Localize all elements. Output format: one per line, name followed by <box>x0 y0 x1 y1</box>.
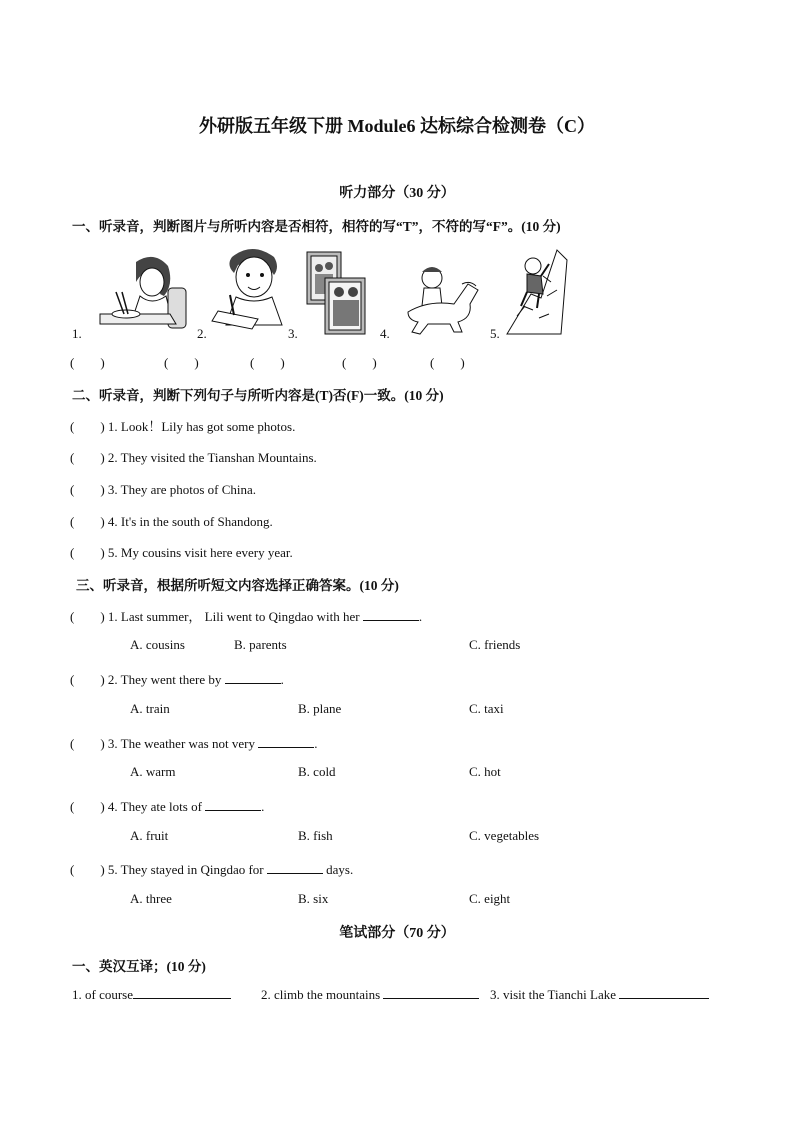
answer-blank[interactable] <box>363 608 419 621</box>
boy-climbing-mountain-picture <box>503 246 569 336</box>
translate-item-1 <box>72 986 231 1003</box>
tf-item-2: ( ) 2. They visited the Tianshan Mountains. <box>70 450 317 465</box>
tf-item-3: ( ) 3. They are photos of China. <box>70 482 257 497</box>
translate-item-2 <box>261 986 479 1003</box>
mc-option-c: C. hot <box>469 764 501 779</box>
mc-option-b: B. fish <box>298 828 333 843</box>
answer-paren-4[interactable]: ( ) <box>342 355 377 370</box>
mc-question-end: . <box>314 736 318 751</box>
mc-question-end: days. <box>322 862 354 877</box>
answer-blank[interactable] <box>383 986 479 999</box>
mc-question-5 <box>70 859 353 878</box>
answer-paren-1[interactable]: ( ) <box>70 355 105 370</box>
mc-question-end: . <box>280 672 284 687</box>
mc-option-b: B. parents <box>234 637 287 652</box>
mc-question-stem: ( ) 1. Last summer， Lili went to Qingdao with her <box>70 609 363 624</box>
mc-option-a: A. three <box>130 891 172 906</box>
mc-question-3 <box>70 733 317 752</box>
boy-writing-picture <box>210 243 290 333</box>
mc-option-c: C. friends <box>469 637 521 652</box>
section1-heading: 一、听录音，判断图片与所听内容是否相符，相符的写“T”，不符的写“F”。(10 分) <box>72 219 561 234</box>
mc-question-stem: ( ) 5. They stayed in Qingdao for <box>70 862 267 877</box>
mc-option-b: B. plane <box>298 701 342 716</box>
tf-item-5: ( ) 5. My cousins visit here every year. <box>70 545 293 560</box>
translate-phrase: 3. visit the Tianchi Lake <box>490 987 617 1002</box>
picture-number-5: 5. <box>490 326 500 341</box>
mc-question-stem: ( ) 3. The weather was not very <box>70 736 259 751</box>
answer-blank[interactable] <box>267 861 323 874</box>
mc-option-b: B. cold <box>298 764 336 779</box>
mc-option-c: C. taxi <box>469 701 504 716</box>
page-title: 外研版五年级下册 Module6 达标综合检测卷（C） <box>199 116 595 136</box>
mc-question-4 <box>70 796 264 815</box>
mc-option-a: A. warm <box>130 764 176 779</box>
mc-question-stem: ( ) 2. They went there by <box>70 672 225 687</box>
mc-question-end: . <box>261 799 265 814</box>
tf-item-4: ( ) 4. It's in the south of Shandong. <box>70 514 273 529</box>
written-section-header: 笔试部分（70 分） <box>339 926 455 941</box>
mc-option-a: A. train <box>130 701 170 716</box>
tf-item-1: ( ) 1. Look！Lily has got some photos. <box>70 419 296 434</box>
mc-option-a: A. cousins <box>130 637 185 652</box>
girl-eating-picture <box>96 252 192 334</box>
section2-heading: 二、听录音，判断下列句子与所听内容是(T)否(F)一致。(10 分) <box>72 388 444 403</box>
mc-option-b: B. six <box>298 891 329 906</box>
family-photos-picture <box>305 250 367 336</box>
picture-number-1: 1. <box>72 326 82 341</box>
translate-phrase: 1. of course <box>72 987 134 1002</box>
mc-option-a: A. fruit <box>130 828 169 843</box>
mc-question-end: . <box>418 609 423 624</box>
answer-paren-5[interactable]: ( ) <box>430 355 465 370</box>
answer-blank[interactable] <box>258 735 314 748</box>
translate-item-3 <box>490 986 709 1003</box>
mc-question-2 <box>70 669 284 688</box>
answer-blank[interactable] <box>205 798 261 811</box>
mc-question-stem: ( ) 4. They ate lots of <box>70 799 206 814</box>
listening-section-header: 听力部分（30 分） <box>339 186 455 201</box>
answer-blank[interactable] <box>133 986 231 999</box>
picture-number-2: 2. <box>197 326 207 341</box>
boy-riding-horse-picture <box>400 262 482 336</box>
section3-heading: 三、听录音，根据所听短文内容选择正确答案。(10 分) <box>76 578 399 593</box>
answer-blank[interactable] <box>619 986 709 999</box>
mc-question-1 <box>70 606 422 625</box>
translate-phrase: 2. climb the mountains <box>261 987 381 1002</box>
picture-number-3: 3. <box>288 326 298 341</box>
answer-paren-2[interactable]: ( ) <box>164 355 199 370</box>
mc-option-c: C. eight <box>469 891 511 906</box>
picture-number-4: 4. <box>380 326 390 341</box>
section4-heading: 一、英汉互译；(10 分) <box>72 959 206 974</box>
mc-option-c: C. vegetables <box>469 828 540 843</box>
answer-paren-3[interactable]: ( ) <box>250 355 285 370</box>
answer-blank[interactable] <box>225 671 281 684</box>
